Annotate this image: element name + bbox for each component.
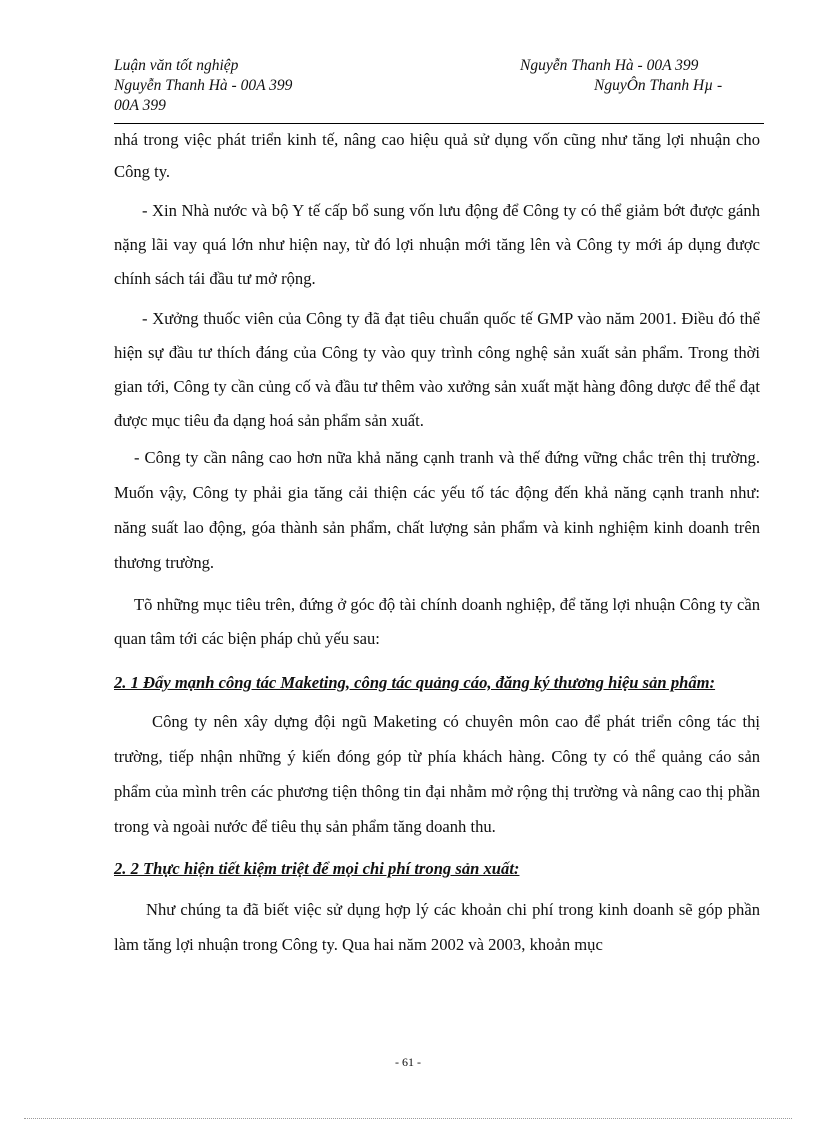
header-line-2 xyxy=(114,76,764,96)
paragraph-marketing: Công ty nên xây dựng đội ngũ Maketing có chuyên môn cao để phát triển công tác thị trường, tiếp nhận những ý kiến đóng góp từ phía khách hàng. Công ty có thể quảng cáo sản phẩm của mình trên các phương tiện thông tin đại nhằm mở rộng thị trường và nâng cao thị phần trong và ngoài nước để tiêu thụ sản phẩm tăng doanh thu. xyxy=(114,712,760,836)
paragraph-competitiveness: - Công ty cần nâng cao hơn nữa khả năng cạnh tranh và thế đứng vững chắc trên thị trường. Muốn vậy, Công ty phải gia tăng cải thiện các yếu tố tác động đến khả năng cạnh tranh như: năng suất lao động, góa thành sản phẩm, chất lượng sản phẩm và kinh nghiệm kinh doanh trên thương trường. xyxy=(114,448,760,572)
section-heading-2-2: 2. 2 Thực hiện tiết kiệm triệt để mọi chi phí trong sản xuất: xyxy=(114,859,520,878)
paragraph-continuation: nhá trong việc phát triển kinh tế, nâng cao hiệu quả sử dụng vốn cũng như tăng lợi nhuận cho Công ty. xyxy=(114,130,760,181)
document-body xyxy=(114,124,760,962)
paragraph-measures-intro: Tõ những mục tiêu trên, đứng ở góc độ tài chính doanh nghiệp, để tăng lợi nhuận Công ty cần quan tâm tới các biện pháp chủ yếu sau: xyxy=(114,595,760,648)
page-number: - 61 - xyxy=(395,1055,421,1069)
header-line-3 xyxy=(114,96,764,116)
paragraph-cost-saving: Như chúng ta đã biết việc sử dụng hợp lý các khoản chi phí trong kinh doanh sẽ góp phần làm tăng lợi nhuận trong Công ty. Qua hai năm 2002 và 2003, khoản mục xyxy=(114,900,760,954)
paragraph-state-support: - Xin Nhà nước và bộ Y tế cấp bổ sung vốn lưu động để Công ty có thể giảm bớt được gánh nặng lãi vay quá lớn như hiện nay, từ đó lợi nhuận mới tăng lên và Công ty mới áp dụng được chính sách tái đầu tư mở rộng. xyxy=(114,201,760,288)
section-heading-2-1: 2. 1 Đẩy mạnh công tác Maketing, công tác quảng cáo, đăng ký thương hiệu sản phẩm: xyxy=(114,673,716,692)
page-header xyxy=(114,56,764,116)
header-author-left: Nguyễn Thanh Hà - 00A 399 xyxy=(114,77,293,94)
page-bottom-dotted-border xyxy=(24,1118,792,1119)
header-line-1 xyxy=(114,56,764,76)
paragraph-gmp-workshop: - Xưởng thuốc viên của Công ty đã đạt tiêu chuẩn quốc tế GMP vào năm 2001. Điều đó thể hiện sự đầu tư thích đáng của Công ty vào quy trình công nghệ sản xuất sản phẩm. Trong thời gian tới, Công ty cần củng cố và đầu tư thêm vào xưởng sản xuất mặt hàng đông dược để thể đạt được mục tiêu đa dạng hoá sản phẩm sản xuất. xyxy=(114,309,760,430)
header-author-right: Nguyễn Thanh Hà - 00A 399 xyxy=(520,57,699,74)
header-thesis-label: Luận văn tốt nghiệp xyxy=(114,57,239,74)
header-author-garbled: NguyÔn Thanh Hµ - xyxy=(594,77,723,94)
header-student-id: 00A 399 xyxy=(114,97,166,114)
